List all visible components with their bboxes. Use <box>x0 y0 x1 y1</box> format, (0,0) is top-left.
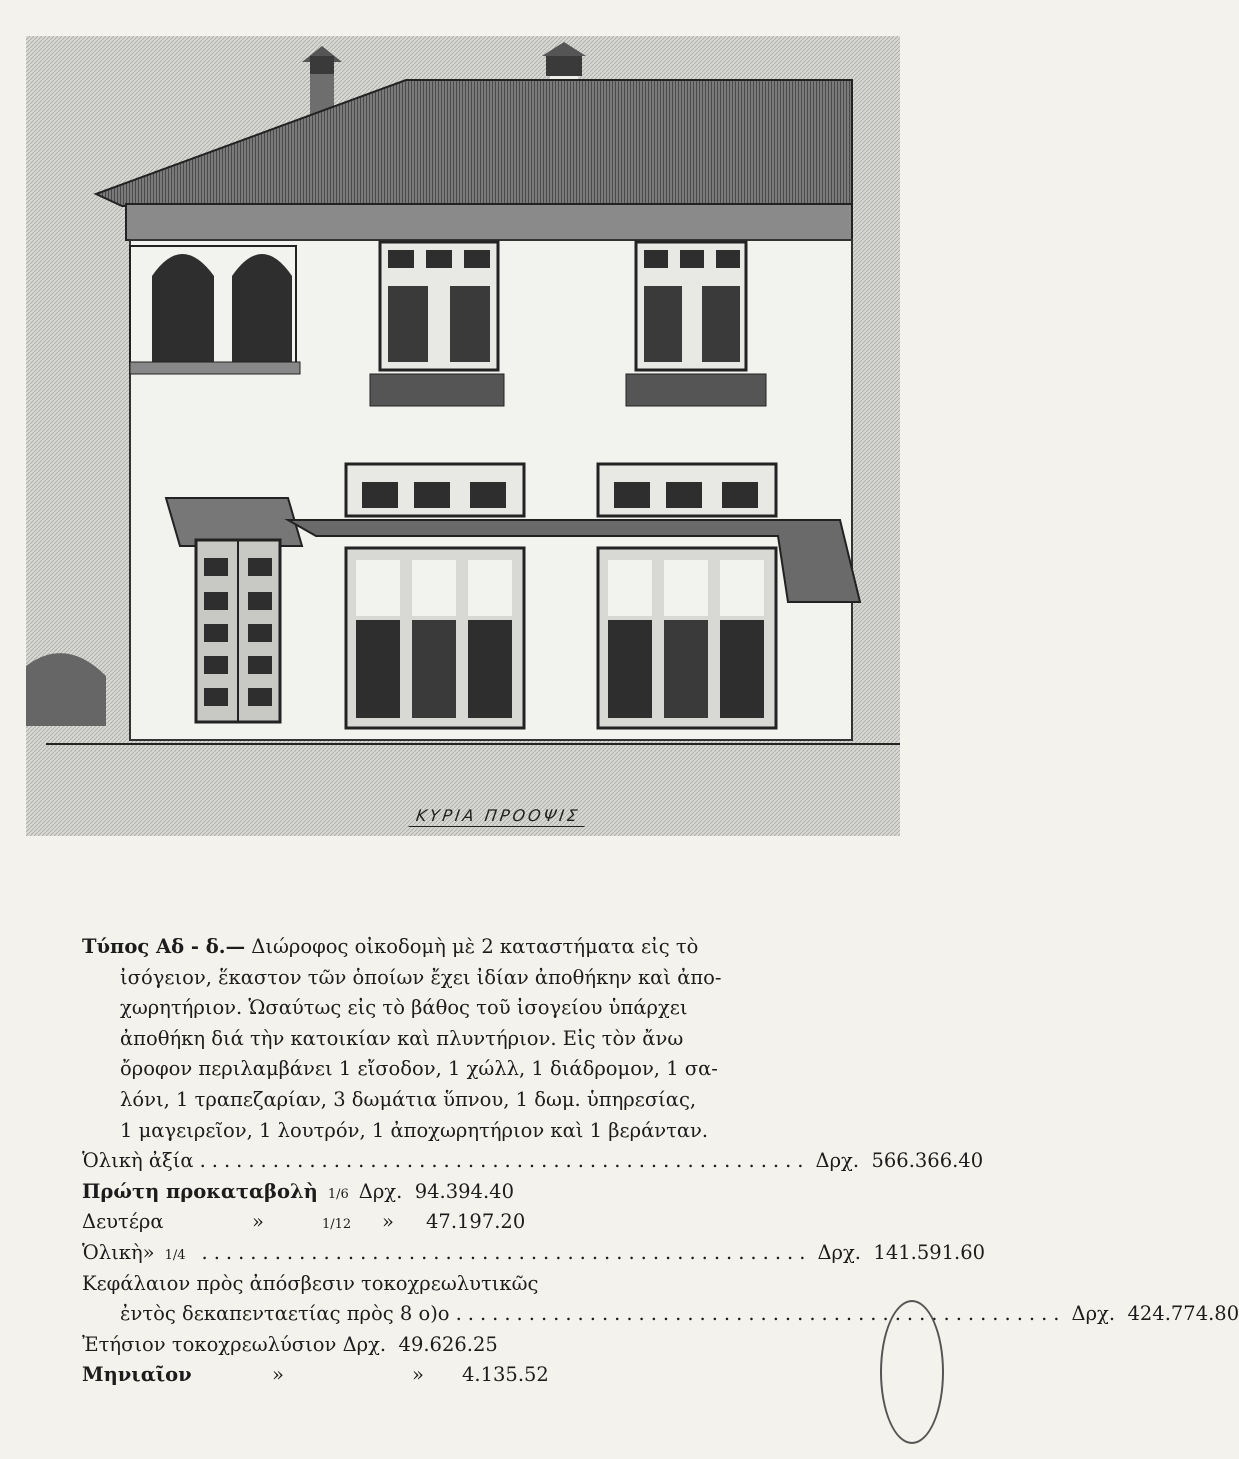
eave <box>126 204 852 240</box>
type-heading: Τύπος Αδ - δ.— <box>82 935 246 958</box>
capital-row-1: Κεφάλαιον πρὸς ἀπόσβεσιν τοκοχρεωλυτικῶς <box>82 1271 539 1295</box>
transom-left <box>346 464 524 516</box>
total-downpayment-amount: 141.591.60 <box>873 1240 986 1264</box>
capital-amount: 424.774.80 <box>1127 1302 1239 1326</box>
annual-payment-row: Ἐτήσιον τοκοχρεωλύσιον Δρχ. 49.626.25 <box>82 1330 832 1361</box>
description-line-7: 1 μαγειρεῖον, 1 λουτρόν, 1 ἀποχωρητήριον καὶ 1 βεράνταν. <box>120 1118 709 1142</box>
archive-stamp <box>880 1300 944 1444</box>
shopfront-right <box>598 548 776 728</box>
first-downpayment-amount: 94.394.40 <box>414 1179 514 1203</box>
first-downpayment-row: Πρώτη προκαταβολὴ 1/6 Δρχ. 94.394.40 <box>82 1177 832 1208</box>
description-line-5: ὄροφον περιλαμβάνει 1 εἴσοδον, 1 χώλλ, 1 διάδρομον, 1 σα- <box>120 1057 718 1081</box>
upper-window-right <box>626 242 766 406</box>
monthly-payment-row: Μηνιαῖον » » 4.135.52 <box>82 1360 832 1391</box>
shopfront-left <box>346 548 524 728</box>
monthly-payment-amount: 4.135.52 <box>462 1363 549 1387</box>
upper-window-middle <box>370 242 504 406</box>
second-payment-amount: 47.197.20 <box>426 1210 526 1234</box>
total-downpayment-row: Ὁλικὴ » 1/4 .................................................. Δρχ. 141.591.60 <box>82 1238 832 1269</box>
total-value-amount: 566.366.40 <box>871 1149 984 1173</box>
transom-right <box>598 464 776 516</box>
total-value-row: Ὁλικὴ ἀξία .................................................. Δρχ. 566.366.40 <box>82 1146 832 1177</box>
second-payment-row: Δευτέρα » 1/12 » 47.197.20 <box>82 1207 832 1238</box>
facade-illustration <box>26 36 900 836</box>
description-block <box>82 932 1239 1391</box>
entrance-door <box>196 540 280 722</box>
description-line-4: ἀποθήκη διά τὴν κατοικίαν καὶ πλυντήριον. Εἰς τὸν ἄνω <box>120 1026 684 1050</box>
arched-loggia <box>130 246 300 374</box>
description-line-3: χωρητήριον. Ὡσαύτως εἰς τὸ βάθος τοῦ ἰσογείου ὑπάρχει <box>120 996 688 1020</box>
description-line-1: Τύπος Αδ - δ.— Διώροφος οἰκοδομὴ μὲ 2 καταστήματα εἰς τὸ <box>82 935 699 958</box>
capital-row-2: ἐντὸς δεκαπενταετίας πρὸς 8 ο)ο .................................................. Δρχ. 424.774.80 <box>82 1299 832 1330</box>
illustration-caption: ΚΥΡΙΑ ΠΡΟΟΨΙΣ <box>409 806 588 827</box>
description-line-2: ἰσόγειον, ἕκαστον τῶν ὁποίων ἔχει ἰδίαν ἀποθήκην καὶ ἀπο- <box>120 965 722 989</box>
annual-payment-amount: 49.626.25 <box>398 1332 498 1356</box>
description-line-6: λόνι, 1 τραπεζαρίαν, 3 δωμάτια ὕπνου, 1 δωμ. ὑπηρεσίας, <box>120 1087 697 1111</box>
description-paragraph <box>82 932 832 1146</box>
